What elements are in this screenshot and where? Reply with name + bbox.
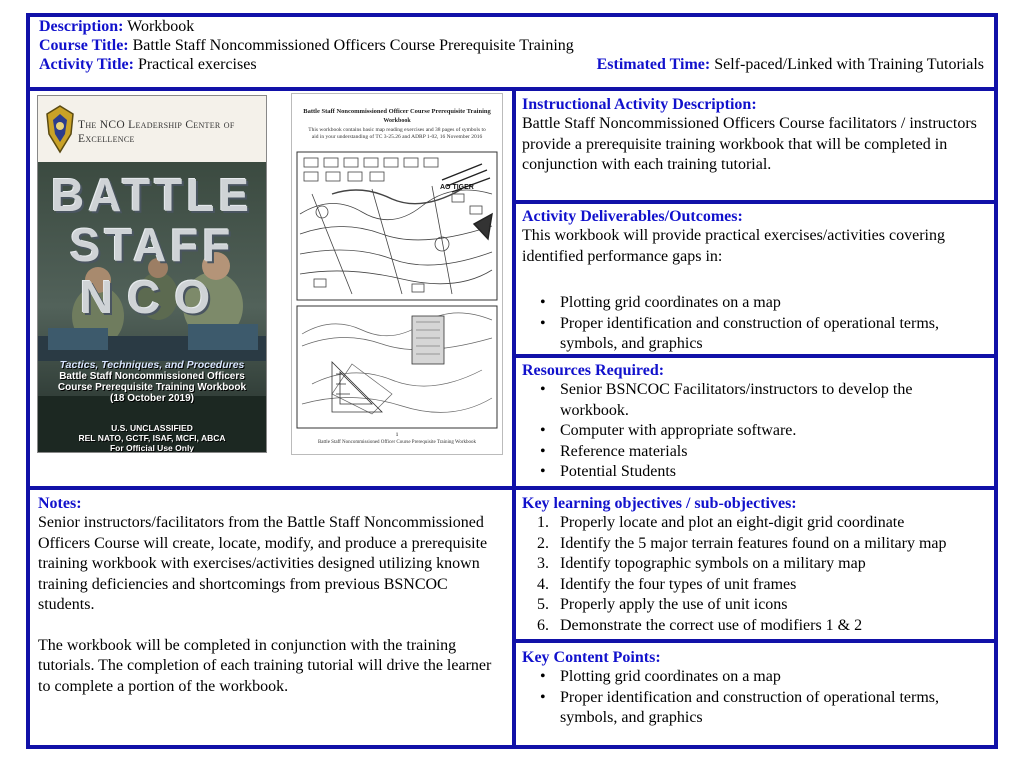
workbook-cover-image — [37, 95, 267, 453]
cover-ttp: Tactics, Techniques, and Procedures — [59, 359, 245, 371]
resources-list — [522, 380, 984, 483]
divider-vertical — [512, 87, 516, 749]
objective-text: Properly locate and plot an eight-digit grid coordinate — [560, 514, 905, 531]
cover-subtitle — [42, 360, 262, 404]
content-points-section — [522, 648, 984, 729]
description-value: Workbook — [127, 18, 195, 35]
instructional-heading: Instructional Activity Description: — [522, 96, 757, 113]
cover-foot-1: U.S. UNCLASSIFIED — [111, 423, 193, 433]
cover-line-1: Battle Staff Noncommissioned Officers — [59, 371, 245, 382]
estimated-time-value: Self-paced/Linked with Training Tutorials — [714, 56, 984, 73]
estimated-time-row — [597, 55, 984, 74]
page-subtitle: Workbook — [383, 118, 411, 124]
instructional-section — [522, 95, 984, 176]
estimated-time-label: Estimated Time: — [596, 56, 711, 73]
notes-section — [38, 494, 500, 697]
divider-right-3 — [512, 639, 994, 643]
objective-text: Identify the 5 major terrain features found on a military map — [560, 534, 947, 552]
list-item — [522, 595, 984, 616]
activity-title-row — [39, 55, 257, 74]
cover-line-2: Course Prerequisite Training Workbook — [57, 382, 247, 393]
list-item — [522, 616, 984, 637]
divider-right-1 — [512, 200, 994, 204]
objective-number: 1. — [537, 514, 549, 531]
cover-word-battle: BATTLE — [50, 169, 253, 221]
notes-paragraph-2: The workbook will be completed in conjunction with the training tutorials. The completion of each training tutorial will drive the learner to complete a portion of the workbook. — [38, 636, 492, 695]
list-item — [522, 575, 984, 596]
list-item: • Computer with appropriate software. — [522, 421, 984, 442]
cover-foot-3: For Official Use Only — [109, 443, 195, 453]
nco-crest-icon — [43, 104, 77, 156]
objective-text: Properly apply the use of unit icons — [560, 596, 788, 613]
resources-heading: Resources Required: — [522, 362, 665, 379]
workbook-page-image — [291, 93, 503, 455]
objectives-list — [522, 513, 984, 636]
cover-foot-2: REL NATO, GCTF, ISAF, MCFI, ABCA — [78, 433, 226, 443]
objective-text: Demonstrate the correct use of modifiers 1 & 2 — [560, 616, 863, 634]
notes-paragraph-1: Senior instructors/facilitators from the Battle Staff Noncommissioned Officers Course will create, locate, modify, and produce a prerequisite training workbook with exercises/activities designed utilizing known training deficiencies and shortcomings from previous BSNCOC students. — [38, 514, 488, 613]
page-map-label: AO TIGER — [440, 184, 474, 191]
objective-number: 2. — [537, 534, 549, 552]
resources-section — [522, 361, 984, 483]
page-number: 1 — [395, 432, 399, 438]
list-item: • Reference materials — [522, 442, 984, 463]
content-points-list — [522, 667, 984, 729]
page-title: Battle Staff Noncommissioned Officer Course Prerequisite Training — [303, 108, 491, 115]
page-footer: Battle Staff Noncommissioned Officer Course Prerequisite Training Workbook — [317, 440, 477, 445]
content-points-heading: Key Content Points: — [522, 649, 661, 666]
page-map-graphics — [292, 94, 502, 454]
deliverables-heading: Activity Deliverables/Outcomes: — [522, 208, 743, 225]
course-title-row — [39, 36, 574, 55]
list-item: • Potential Students — [522, 462, 984, 483]
notes-heading: Notes: — [38, 495, 82, 512]
activity-title-value: Practical exercises — [137, 56, 257, 73]
objective-text: Identify the four types of unit frames — [560, 575, 797, 593]
list-item: • Senior BSNCOC Facilitators/instructors to develop the workbook. — [522, 380, 984, 421]
deliverables-section — [522, 207, 984, 355]
course-title-label: Course Title: — [39, 37, 129, 54]
objective-number: 3. — [537, 555, 549, 572]
deliverables-list — [522, 293, 984, 355]
objective-number: 5. — [537, 596, 549, 613]
list-item: • Proper identification and construction of operational terms, symbols, and graphics — [522, 688, 984, 729]
cover-word-nco: NCO — [79, 271, 225, 323]
list-item: • Proper identification and construction of operational terms, symbols, and graphics — [522, 314, 984, 355]
list-item: • Plotting grid coordinates on a map — [522, 293, 984, 314]
instructional-text: Battle Staff Noncommissioned Officers Course facilitators / instructors provide a prerequisite training workbook that will be completed in conjunction with each training tutorial. — [522, 115, 977, 173]
cover-line-3: (18 October 2019) — [110, 393, 194, 404]
objective-text: Identify topographic symbols on a military map — [560, 555, 866, 572]
description-row — [39, 17, 194, 36]
cover-org-title: The NCO Leadership Center of Excellence — [78, 119, 235, 145]
divider-right-2 — [512, 354, 994, 358]
list-item — [522, 513, 984, 534]
cover-word-staff: STAFF — [69, 219, 235, 271]
course-title-value: Battle Staff Noncommissioned Officers Course Prerequisite Training — [132, 37, 574, 54]
deliverables-text: This workbook will provide practical exercises/activities covering identified performance gaps in: — [522, 227, 945, 265]
list-item: • Plotting grid coordinates on a map — [522, 667, 984, 688]
objectives-section — [522, 494, 984, 636]
description-label: Description: — [39, 18, 124, 35]
objective-number: 4. — [537, 575, 549, 593]
activity-title-label: Activity Title: — [39, 56, 134, 73]
list-item — [522, 534, 984, 555]
list-item — [522, 554, 984, 575]
page-intro: This workbook contains basic map reading exercises and 38 pages of symbols to aid in your understanding of TC 3-25.26 and ADRP 1-02, 16 November 2016 — [308, 127, 486, 140]
objective-number: 6. — [537, 616, 549, 634]
cover-classification — [42, 423, 262, 453]
objectives-heading: Key learning objectives / sub-objectives: — [522, 495, 797, 512]
